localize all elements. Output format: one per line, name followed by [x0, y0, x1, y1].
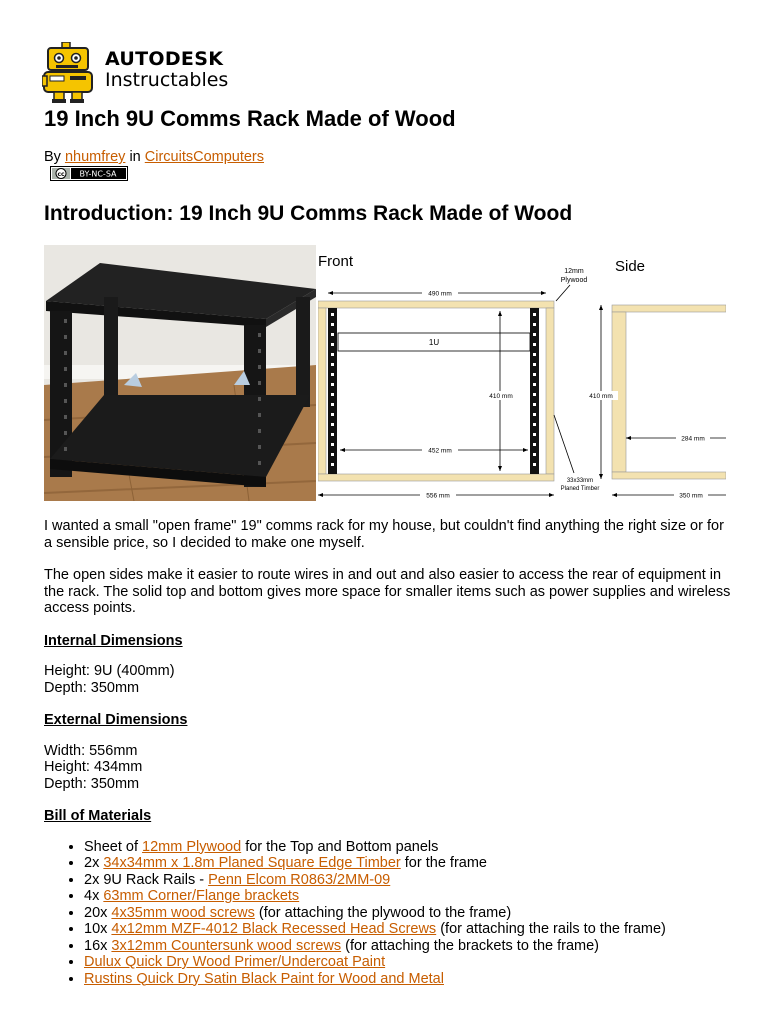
bom-item-prefix: 4x [84, 888, 104, 904]
bom-list [44, 839, 734, 988]
article-body [44, 518, 734, 987]
dim-410-side: 410 mm [589, 393, 613, 400]
category-link[interactable]: CircuitsComputers [144, 149, 265, 165]
dim-452: 452 mm [428, 447, 452, 455]
external-dimensions [44, 743, 734, 793]
bom-item-link[interactable]: Rustins Quick Dry Satin Black Paint for Wood and Metal [84, 970, 444, 987]
bom-item-prefix: 2x 9U Rack Rails - [84, 871, 209, 888]
cc-icon: cc [57, 171, 65, 178]
bom-item [84, 872, 734, 889]
bom-item-prefix: 10x [84, 921, 112, 937]
external-depth: Depth: 350mm [44, 775, 140, 792]
plywood-label-1: 12mm [564, 268, 584, 275]
bom-item [84, 954, 734, 971]
internal-height: Height: 9U (400mm) [44, 663, 175, 679]
bom-item-suffix: for the Top and Bottom panels [241, 838, 439, 855]
brand-line-2: Instructables [105, 69, 229, 91]
bom-item [84, 921, 734, 938]
bom-item-link[interactable]: 12mm Plywood [142, 838, 242, 855]
bom-item-link[interactable]: 4x12mm MZF-4012 Black Recessed Head Screws [111, 921, 437, 937]
bom-item-link[interactable]: 4x35mm wood screws [111, 904, 255, 921]
bom-item [84, 938, 734, 955]
dim-410-front: 410 mm [489, 393, 513, 400]
bom-item [84, 888, 734, 905]
bom-item-suffix: (for attaching the brackets to the frame) [341, 937, 600, 954]
bom-heading: Bill of Materials [44, 808, 152, 824]
rack-photo [44, 245, 316, 501]
external-width: Width: 556mm [44, 742, 138, 759]
dim-490: 490 mm [428, 290, 452, 298]
bom-item [84, 839, 734, 856]
bom-item-link[interactable]: 3x12mm Countersunk wood screws [111, 937, 342, 954]
bom-item-link[interactable]: Dulux Quick Dry Wood Primer/Undercoat Paint [84, 954, 386, 970]
plywood-label-2: Plywood [560, 277, 588, 284]
byline [44, 149, 264, 165]
bom-item [84, 971, 734, 988]
bom-item-prefix: 16x [84, 937, 112, 954]
brand-line-1: AUTODESK [105, 48, 224, 70]
instructables-robot-logo [42, 42, 98, 104]
dimension-diagram [318, 245, 726, 505]
author-link[interactable]: nhumfrey [64, 149, 126, 165]
bom-item [84, 855, 734, 872]
bom-item-link[interactable]: 34x34mm x 1.8m Planed Square Edge Timber [103, 855, 401, 871]
diagram-side-label: Side [615, 258, 646, 275]
bom-item-suffix: (for attaching the rails to the frame) [436, 921, 666, 937]
dim-350: 350 mm [679, 492, 703, 500]
bom-item [84, 905, 734, 922]
bom-item-suffix: (for attaching the plywood to the frame) [254, 904, 512, 921]
timber-label-2: Planed Timber [560, 486, 600, 492]
byline-by: By [44, 149, 61, 165]
cc-license-badge[interactable] [50, 166, 128, 181]
external-height: Height: 434mm [44, 759, 143, 775]
intro-heading: Introduction: 19 Inch 9U Comms Rack Made of Wood [44, 202, 573, 225]
dim-1u: 1U [428, 338, 440, 347]
bom-item-link[interactable]: Penn Elcom R0863/2MM-09 [208, 871, 391, 888]
brand-wordmark[interactable] [105, 50, 228, 90]
dim-284: 284 mm [681, 435, 705, 443]
dim-556: 556 mm [426, 492, 450, 500]
page-title: 19 Inch 9U Comms Rack Made of Wood [44, 106, 456, 131]
byline-in: in [129, 149, 141, 165]
bom-item-prefix: 2x [84, 855, 104, 871]
bom-item-link[interactable]: 63mm Corner/Flange brackets [103, 888, 300, 904]
license-text: BY-NC-SA [79, 169, 117, 179]
diagram-front-label: Front [318, 253, 354, 270]
bom-item-suffix: for the frame [400, 855, 487, 871]
timber-label-1: 33x33mm [566, 478, 594, 484]
bom-item-prefix: Sheet of [84, 838, 143, 855]
bom-item-prefix: 20x [84, 904, 112, 921]
internal-dimensions [44, 663, 734, 696]
paragraph-1: I wanted a small "open frame" 19" comms rack for my house, but couldn't find anything the right size or for a sensible price, so I decided to make one myself. [44, 518, 724, 551]
external-dimensions-heading: External Dimensions [44, 712, 188, 728]
paragraph-2: The open sides make it easier to route wires in and out and also easier to access the rear of equipment in the rack. The solid top and bottom gives more space for smaller items such as power supplies and wireless access points. [44, 567, 731, 616]
internal-depth: Depth: 350mm [44, 679, 140, 696]
internal-dimensions-heading: Internal Dimensions [44, 632, 183, 649]
